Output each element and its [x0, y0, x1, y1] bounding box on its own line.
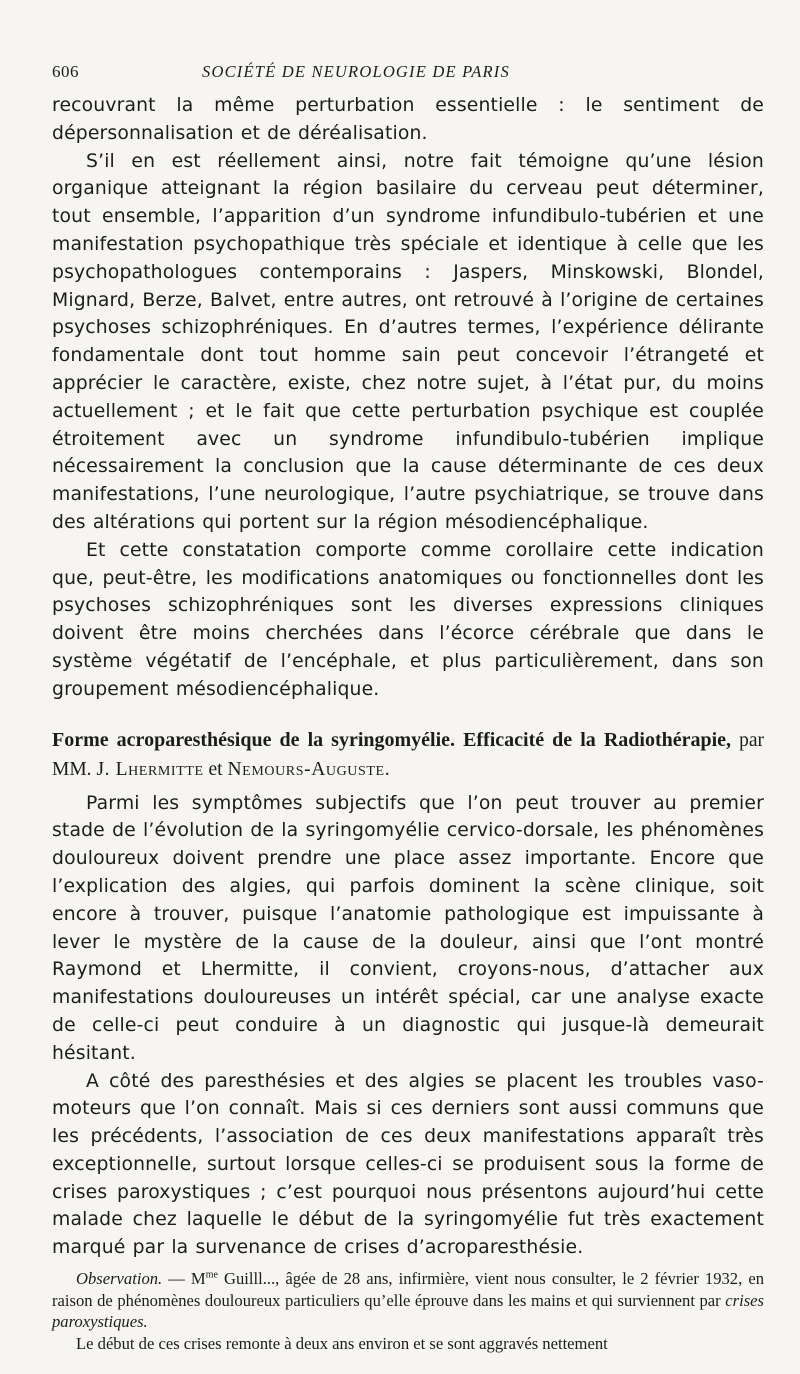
paragraph-corollary: Et cette constatation comporte comme corollaire cette indication que, peut-être, les modifications anatomiques ou fonctionnelles dont les psychoses schizophréniques sont les diverses expressions cliniques doivent être moins cherchées dans l’écorce cérébrale que dans le système végétatif de l’encéphale, et plus particulièrement, dans son groupement mésodiencéphalique.: [52, 539, 764, 700]
page-number: 606: [52, 62, 79, 81]
section-title: [52, 726, 764, 784]
author-2: Nemours-Auguste.: [227, 758, 391, 780]
paragraph-continuation: recouvrant la même perturbation essentielle : le sentiment de dépersonnalisation et de déréalisation.: [52, 95, 764, 144]
paragraph-vasomotor: A côté des paresthésies et des algies se placent les troubles vaso-moteurs que l’on connaît. Mais si ces derniers sont aussi communs que les précédents, l’association de ces deux manifestations apparaît très exceptionnelle, surtout lorsque celles-ci se produisent sous la forme de crises paroxystiques ; c’est pourquoi nous présentons aujourd’hui cette malade chez laquelle le début de la syringomyélie fut très exactement marqué par la survenance de crises d’acroparesthésie.: [52, 1070, 764, 1259]
observation-paragraph: [52, 1268, 764, 1333]
title-by: par MM.: [52, 729, 764, 780]
document-page: [52, 62, 764, 1354]
observation-italic: crises paroxystiques.: [52, 1290, 764, 1332]
paragraph-conclusion: S’il en est réellement ainsi, notre fait témoigne qu’une lésion organique atteignant la région basilaire du cerveau peut déterminer, tout ensemble, l’apparition d’un syndrome infundibulo-tubérien et une manifestation psychopathique très spéciale et identique à celle que les psychopathologues contemporains : Jaspers, Minskowski, Blondel, Mignard, Berze, Balvet, entre autres, ont retrouvé à l’origine de certaines psychoses schizophréniques. En d’autres termes, l’expérience délirante fondamentale dont tout homme sain peut concevoir l’étrangeté et apprécier le caractère, existe, chez notre sujet, à l’état pur, du moins actuellement ; et le fait que cette perturbation psychique est couplée étroitement avec un syndrome infundibulo-tubérien implique nécessairement la conclusion que la cause déterminante de ces deux manifestations, l’une neurologique, l’autre psychiatrique, se trouve dans des altérations qui portent sur la région mésodiencéphalique.: [52, 150, 764, 533]
paragraph-symptoms: Parmi les symptômes subjectifs que l’on peut trouver au premier stade de l’évolution de la syringomyélie cervico-dorsale, les phénomènes douloureux doivent prendre une place assez importante. Encore que l’explication des algies, qui parfois dominent la scène clinique, soit encore à trouver, puisque l’anatomie pathologique est impuissante à lever le mystère de la cause de la douleur, ainsi que l’ont montré Raymond et Lhermitte, il convient, croyons-nous, d’attacher aux manifestations douloureuses un intérêt spécial, car une analyse exacte de celle-ci peut conduire à un diagnostic qui jusque-là demeurait hésitant.: [52, 792, 764, 1064]
journal-title: SOCIÉTÉ DE NEUROLOGIE DE PARIS: [202, 62, 510, 81]
observation-label: Observation.: [76, 1269, 163, 1289]
title-and: et: [208, 758, 223, 780]
observation-continued: Le début de ces crises remonte à deux ans environ et se sont aggravés nettement: [76, 1333, 608, 1353]
author-1: J. Lhermitte: [96, 758, 204, 780]
observation-text: Guilll..., âgée de 28 ans, infirmière, vient nous consulter, le 2 février 1932, en raison de phénomènes douloureux particuliers qu’elle éprouve dans les mains et qui surviennent par: [52, 1269, 764, 1310]
observation-dash: — M: [162, 1269, 206, 1289]
article-title: Forme acroparesthésique de la syringomyélie. Efficacité de la Radiothérapie,: [52, 728, 732, 751]
running-head: [52, 62, 764, 82]
observation-sup: me: [205, 1269, 218, 1281]
